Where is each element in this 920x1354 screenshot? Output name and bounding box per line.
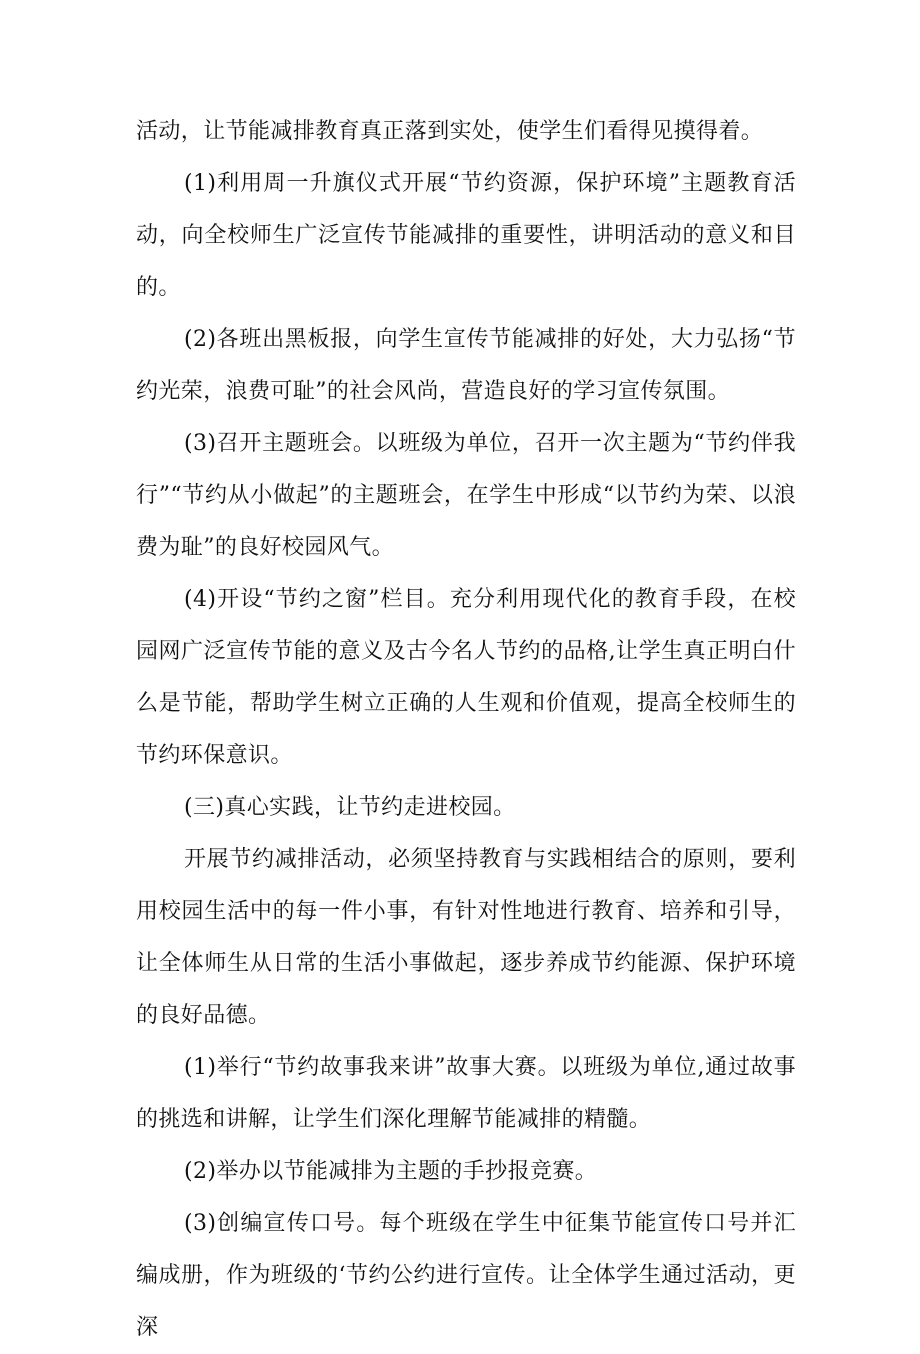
section-heading-practice: (三)真心实践，让节约走进校园。: [184, 795, 516, 820]
paragraph-activity-intro: 活动，让节能减排教育真正落到实处，使学生们看得见摸得着。: [136, 119, 764, 144]
paragraph-practice-principle: 开展节约减排活动，必须坚持教育与实践相结合的原则，要利用校园生活中的每一件小事，有针对性地进行教育、培养和引导，让全体师生从日常的生活小事做起，逐步养成节约能源、保护环境的良好品德。: [136, 847, 796, 1028]
document-body: [136, 106, 796, 1354]
paragraph-saving-window: (4)开设“节约之窗”栏目。充分利用现代化的教育手段，在校园网广泛宣传节能的意义及古今名人节约的品格,让学生真正明白什么是节能，帮助学生树立正确的人生观和价值观，提高全校师生的节约环保意识。: [136, 587, 796, 768]
paragraph-blackboard: (2)各班出黑板报，向学生宣传节能减排的好处，大力弘扬“节约光荣，浪费可耻”的社会风尚，营造良好的学习宣传氛围。: [136, 327, 796, 404]
paragraph-handwritten-newspaper: (2)举办以节能减排为主题的手抄报竞赛。: [184, 1159, 598, 1184]
paragraph-class-meeting: (3)召开主题班会。以班级为单位，召开一次主题为“节约伴我行”“节约从小做起”的主题班会，在学生中形成“以节约为荣、以浪费为耻”的良好校园风气。: [136, 431, 796, 560]
paragraph-flag-ceremony: (1)利用周一升旗仪式开展“节约资源，保护环境”主题教育活动，向全校师生广泛宣传节能减排的重要性，讲明活动的意义和目的。: [136, 171, 796, 300]
paragraph-story-contest: (1)举行“节约故事我来讲”故事大赛。以班级为单位,通过故事的挑选和讲解，让学生们深化理解节能减排的精髓。: [136, 1055, 796, 1132]
paragraph-slogans: (3)创编宣传口号。每个班级在学生中征集节能宣传口号并汇编成册，作为班级的‘节约公约进行宣传。让全体学生通过活动，更深: [136, 1211, 796, 1340]
